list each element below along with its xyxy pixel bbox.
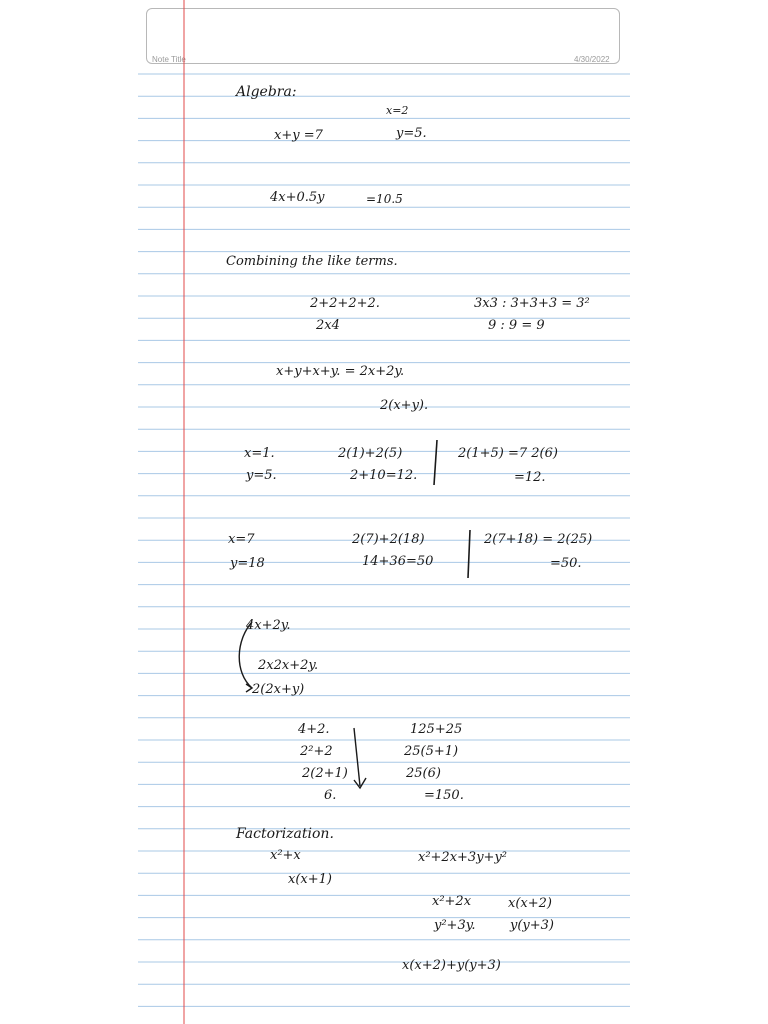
- linear-equation-result: =10.5: [366, 192, 403, 206]
- example1-left-line1: 2(1)+2(5): [338, 446, 403, 461]
- y-eq-5: y=5.: [396, 126, 427, 141]
- example1-y: y=5.: [246, 468, 277, 483]
- factor-x-x-plus-2: x(x+2): [508, 896, 552, 911]
- factor-x2-plus-2x: x²+2x: [432, 894, 472, 909]
- num-2sq-plus-2: 2²+2: [300, 744, 333, 759]
- example2-left-line1: 2(7)+2(18): [352, 532, 425, 547]
- x-eq-2: x=2: [386, 104, 409, 117]
- algebra-heading: Algebra:: [236, 84, 297, 100]
- note-date: 4/30/2022: [574, 55, 610, 64]
- num-4-plus-2: 4+2.: [298, 722, 330, 737]
- num-2-2plus1: 2(2+1): [302, 766, 348, 781]
- example2-right-line2: =50.: [550, 556, 582, 571]
- example1-right-line2: =12.: [514, 470, 546, 485]
- factor-big-expression: x²+2x+3y+y²: [418, 850, 507, 865]
- xy-sum: x+y+x+y. = 2x+2y.: [276, 364, 405, 379]
- example2-left-line2: 14+36=50: [362, 554, 434, 569]
- two-times-four: 2x4: [316, 318, 340, 333]
- divider-line-1: [434, 440, 437, 485]
- expression-2x2x: 2x2x+2y.: [258, 658, 319, 673]
- factor-x2-plus-x: x²+x: [270, 848, 301, 863]
- factor-final: x(x+2)+y(y+3): [402, 958, 501, 973]
- example1-right-line1: 2(1+5) =7 2(6): [458, 446, 558, 461]
- factor-2-xy: 2(x+y).: [380, 398, 429, 413]
- three-times-three: 3x3 : 3+3+3 = 3²: [474, 296, 590, 311]
- example2-x: x=7: [228, 532, 255, 547]
- nine-equals: 9 : 9 = 9: [488, 318, 545, 333]
- num-25-5plus1: 25(5+1): [404, 744, 459, 759]
- example1-left-line2: 2+10=12.: [350, 468, 418, 483]
- x-plus-y-7: x+y =7: [274, 128, 323, 143]
- example2-y: y=18: [230, 556, 265, 571]
- factor-y2-plus-3y: y²+3y.: [434, 918, 476, 933]
- factor-x-x-plus-1: x(x+1): [288, 872, 332, 887]
- down-arrow-line: [354, 728, 360, 786]
- combining-heading: Combining the like terms.: [226, 254, 398, 269]
- expression-4x-2y: 4x+2y.: [246, 618, 291, 633]
- num-150: =150.: [424, 788, 464, 803]
- factor-y-y-plus-3: y(y+3): [510, 918, 554, 933]
- example2-right-line1: 2(7+18) = 2(25): [484, 532, 593, 547]
- factorization-heading: Factorization.: [236, 826, 334, 842]
- num-6: 6.: [324, 788, 337, 803]
- num-125-plus-25: 125+25: [410, 722, 463, 737]
- expression-2-2x-y: 2(2x+y): [252, 682, 305, 697]
- example1-x: x=1.: [244, 446, 275, 461]
- linear-equation: 4x+0.5y: [270, 190, 325, 205]
- sum-of-2s: 2+2+2+2.: [310, 296, 380, 311]
- num-25-6: 25(6): [406, 766, 441, 781]
- note-title-placeholder: Note Title: [152, 55, 186, 64]
- divider-line-2: [468, 530, 470, 578]
